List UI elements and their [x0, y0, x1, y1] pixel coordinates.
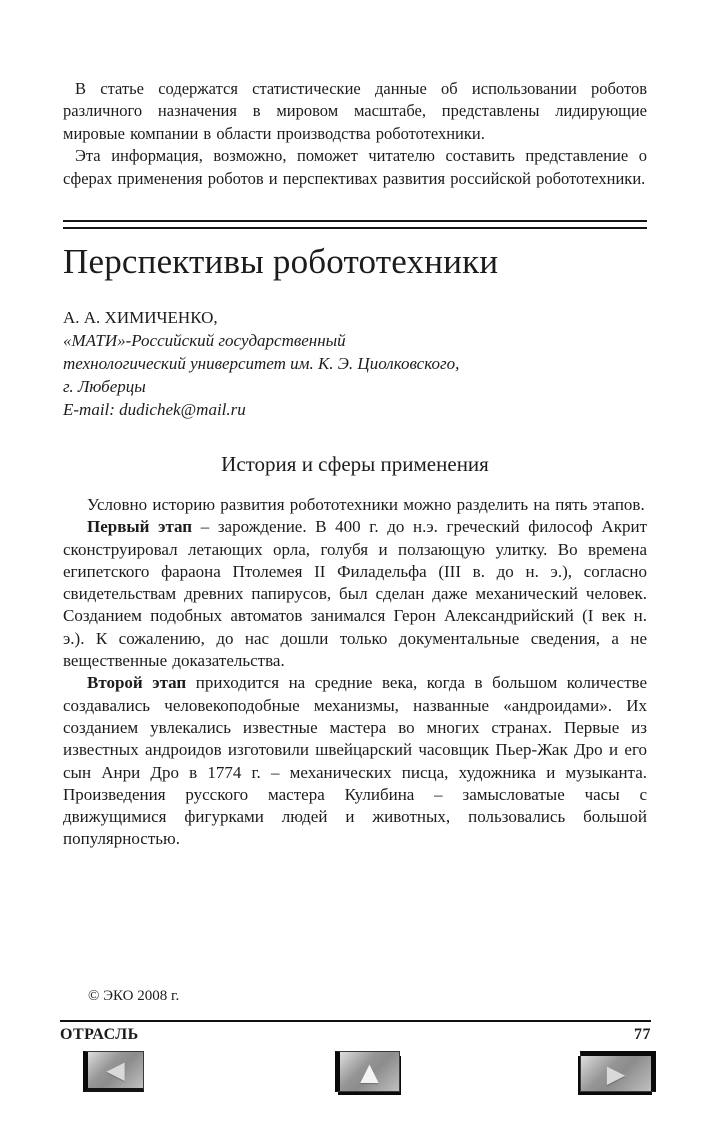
- up-button[interactable]: [335, 1051, 400, 1092]
- article-title: Перспективы робототехники: [63, 242, 499, 281]
- body-paragraph: [63, 516, 647, 672]
- paragraph-text: – зарождение. В 400 г. до н.э. греческий философ Акрит сконструировал летающих орла, голубя и ползающую улитку. Во времена египетского фараона Птолемея II Филадельфа (III в. до н. э.), согласно свидетельствам древних папирусов, был сделан даже механический человек. Созданием подобных автоматов занимался Герон Александрийский (I век н. э.). К сожалению, до нас дошли только документальные сведения, а не вещественные доказательства.: [63, 517, 647, 671]
- copyright-notice: © ЭКО 2008 г.: [88, 988, 180, 1004]
- abstract: [63, 78, 647, 190]
- body-paragraph: [63, 672, 647, 850]
- divider-line: [63, 227, 647, 229]
- section-divider: [63, 220, 647, 229]
- body-paragraph: Условно историю развития робототехники можно разделить на пять этапов.: [87, 495, 645, 514]
- right-arrow-icon: ▶: [606, 1059, 626, 1088]
- up-arrow-icon: ▲: [360, 1057, 379, 1086]
- page-number: 77: [634, 1026, 651, 1043]
- abstract-paragraph: В статье содержатся статистические данные об использовании роботов различного назначения в мировом масштабе, представлены лидирующие мировые компании в области производства робототехники.: [63, 79, 647, 143]
- divider-line: [63, 220, 647, 222]
- next-page-button[interactable]: [580, 1051, 656, 1092]
- left-arrow-icon: ◀: [106, 1056, 125, 1084]
- author-name: А. А. ХИМИЧЕНКО,: [63, 308, 218, 327]
- section-heading: История и сферы применения: [221, 452, 489, 476]
- paragraph-lead: Второй этап: [87, 673, 187, 693]
- paragraph-lead: Первый этап: [87, 517, 193, 537]
- page-footer: [60, 1026, 651, 1044]
- author-city: г. Люберцы: [63, 377, 146, 396]
- author-affiliation-line: «МАТИ»-Российский государственный: [63, 331, 346, 350]
- footer-section-label: ОТРАСЛЬ: [60, 1026, 139, 1043]
- prev-page-button[interactable]: [83, 1051, 144, 1092]
- paragraph-text: приходится на средние века, когда в большом количестве создавались человекоподобные механизмы, названные «андроидами». Их созданием увлекались известные мастера во многих странах. Первые из известных андроидов изготовили швейцарский часовщик Пьер-Жак Дро и его сын Анри Дро в 1774 г. – механических писца, художника и музыканта. Произведения русского мастера Кулибина – замысловатые часы с движущимися фигурками людей и животных, пользовались большой популярностью.: [63, 673, 647, 849]
- abstract-paragraph: Эта информация, возможно, поможет читателю составить представление о сферах применения роботов и перспективах развития российской робототехники.: [63, 146, 647, 188]
- author-block: [63, 306, 647, 421]
- author-email: E-mail: dudichek@mail.ru: [63, 400, 246, 419]
- article-body: [63, 494, 647, 851]
- author-affiliation-line: технологический университет им. К. Э. Циолковского,: [63, 354, 460, 373]
- footer-divider: [60, 1020, 651, 1022]
